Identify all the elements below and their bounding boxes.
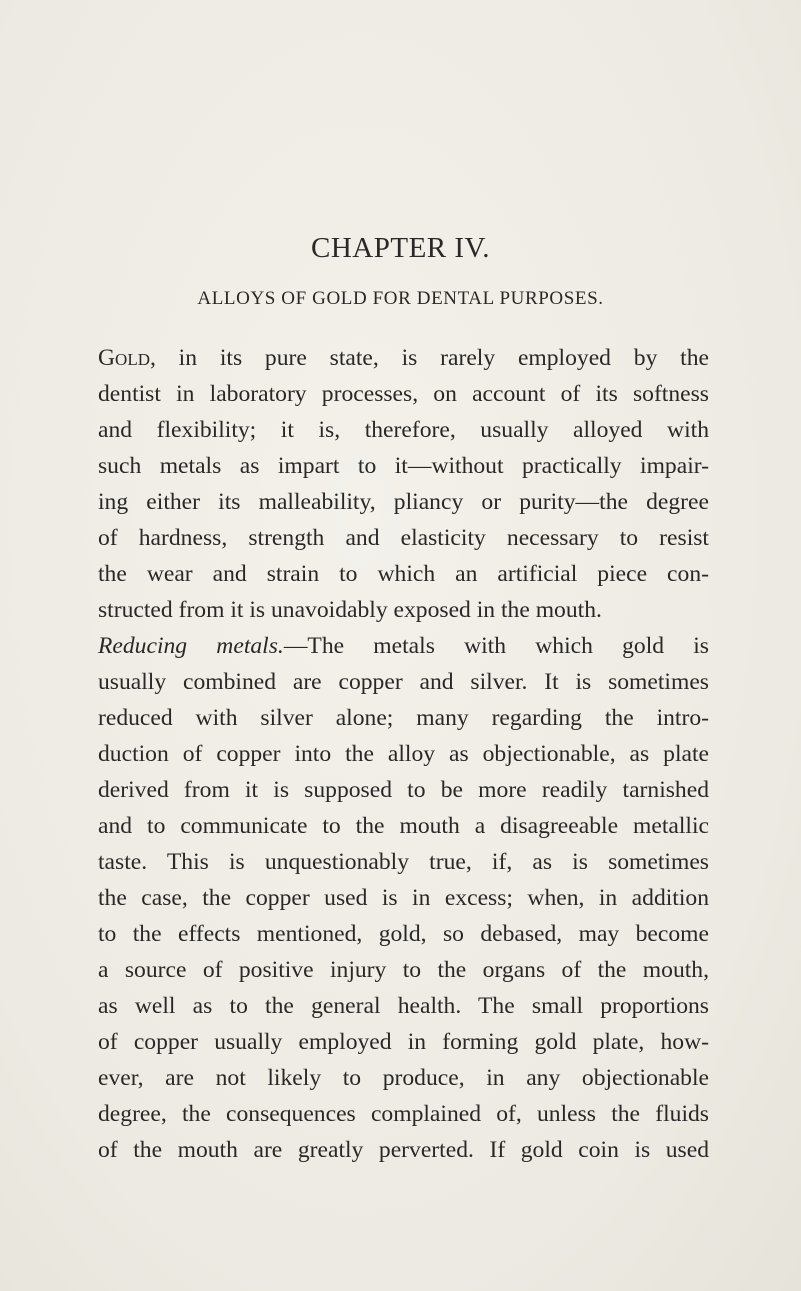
text-line-17: to the effects mentioned, gold, so debased, may become [98,921,709,947]
text-line-2: dentist in laboratory processes, on account of its softness [98,381,709,407]
text-line-7: the wear and strain to which an artificial piece con- [98,561,709,587]
text-line-6: of hardness, strength and elasticity necessary to resist [98,525,709,551]
text-line-14: and to communicate to the mouth a disagreeable metallic [98,813,709,839]
text-line-21: ever, are not likely to produce, in any objectionable [98,1065,709,1091]
text-line-8: structed from it is unavoidably exposed in the mouth. [98,597,602,623]
text-line-1 [98,340,709,376]
paragraph-lead-word: Gold [98,345,150,371]
chapter-heading: CHAPTER IV. [311,232,490,264]
text-line-16: the case, the copper used is in excess; when, in addition [98,885,709,911]
text-line-15: taste. This is unquestionably true, if, as is sometimes [98,849,709,875]
text-line-12: duction of copper into the alloy as objectionable, as plate [98,741,709,767]
text-line-23: of the mouth are greatly perverted. If gold coin is used [98,1137,709,1163]
text-line-9 [98,628,709,664]
chapter-subtitle: ALLOYS OF GOLD FOR DENTAL PURPOSES. [197,288,604,309]
text-line-4: such metals as impart to it—without practically impair- [98,453,709,479]
text-line-5: ing either its malleability, pliancy or purity—the degree [98,489,709,515]
text-line-22: degree, the consequences complained of, unless the fluids [98,1101,709,1127]
text-line-9-rest: —The metals with which gold is [283,633,709,659]
text-line-18: a source of positive injury to the organs of the mouth, [98,957,709,983]
section-lead-italic: Reducing metals. [98,633,284,659]
text-line-13: derived from it is supposed to be more readily tarnished [98,777,709,803]
text-line-11: reduced with silver alone; many regarding the intro- [98,705,709,731]
text-line-19: as well as to the general health. The small proportions [98,993,709,1019]
text-line-10: usually combined are copper and silver. It is sometimes [98,669,709,695]
text-line-3: and flexibility; it is, therefore, usually alloyed with [98,417,709,443]
text-line-20: of copper usually employed in forming gold plate, how- [98,1029,709,1055]
text-line-1-rest: , in its pure state, is rarely employed by the [149,345,709,371]
